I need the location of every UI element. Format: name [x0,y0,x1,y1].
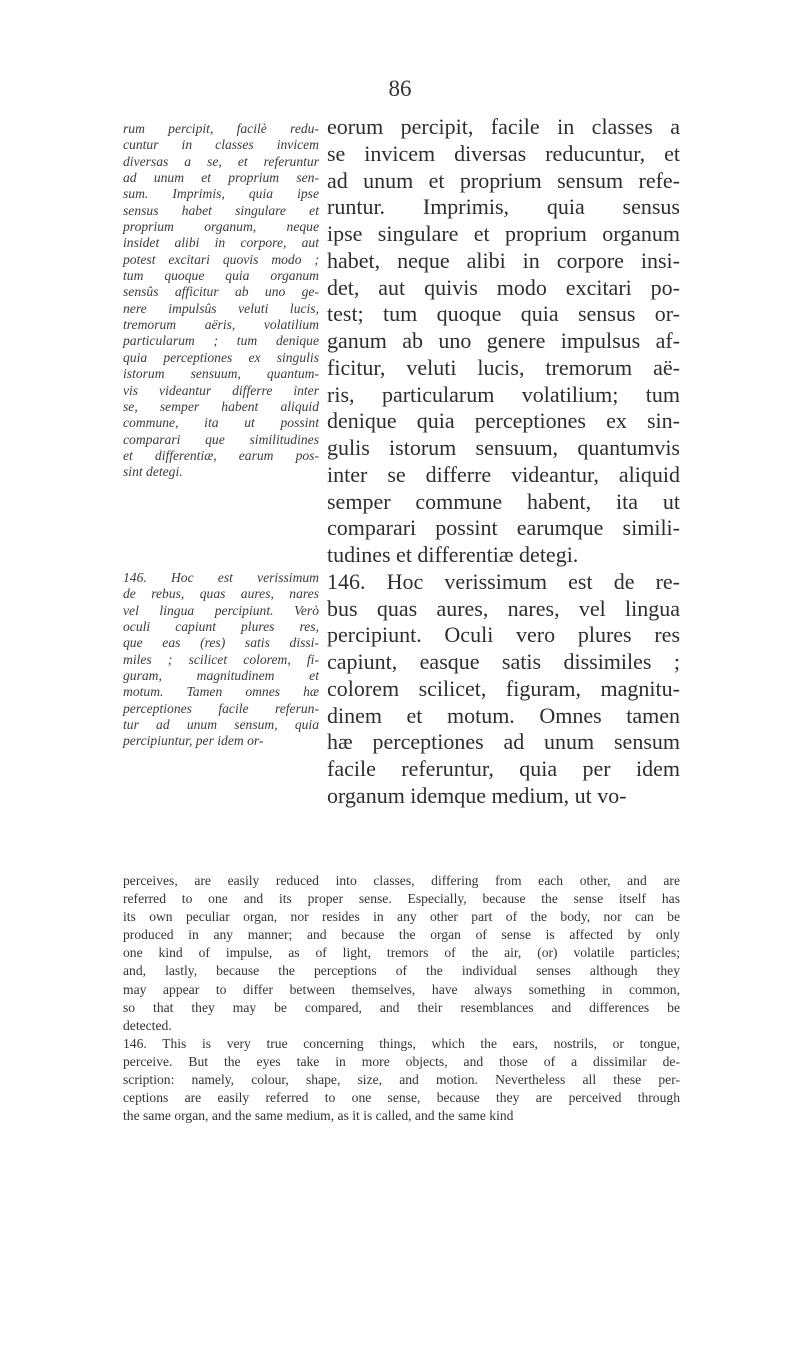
translation-line: perceives, are easily reduced into classes, differing from each other, and are [123,873,680,888]
side-note-line: nere impulsûs veluti lucis, [123,300,319,316]
translation-line: referred to one and its proper sense. Especially, because the sense itself has [123,891,680,907]
latin-line: semper commune habent, ita ut [327,488,680,514]
side-note-line: proprium organum, neque [123,219,319,235]
side-note-line: insidet alibi in corpore, aut [123,235,319,251]
side-note-line: guram, magnitudinem et [123,668,319,684]
side-note-line: sint detegi. [123,464,183,480]
latin-line: runtur. Imprimis, quia sensus [327,194,680,220]
side-note-line: de rebus, quas aures, nares [123,586,319,602]
latin-line: percipiunt. Oculi vero plures res [327,622,680,648]
translation-line: may appear to differ between themselves, have always something in common, [123,981,680,997]
latin-line: eorum percipit, facile in classes a [327,114,680,139]
translation-line: detected. [123,1017,172,1033]
latin-line: ganum ab uno genere impulsus af- [327,328,680,353]
side-note-line: tremorum aëris, volatilium [123,317,319,333]
side-note-line: potest excitari quovis modo ; [123,251,319,267]
latin-line: det, aut quivis modo excitari po- [327,274,680,300]
side-note-line: comparari que similitudines [123,431,319,447]
side-note-line: se, semper habent aliquid [123,398,319,414]
side-note-line: tur ad unum sensum, quia [123,717,319,733]
side-note-line: diversas a se, et referuntur [123,153,319,169]
latin-line: ipse singulare et proprium organum [327,221,680,246]
translation-line: its own peculiar organ, nor resides in any other part of the body, nor can be [123,909,680,925]
side-note-line: vis videantur differre inter [123,382,319,398]
side-note-line: et differentiæ, earum pos- [123,447,319,463]
latin-line: inter se differre videantur, aliquid [327,461,680,487]
side-note-line: vel lingua percipiunt. Verò [123,602,319,618]
translation-line: produced in any manner; and because the organ of sense is affected by only [123,927,680,943]
latin-line: ad unum et proprium sensum refe- [327,167,680,193]
side-note-line: sensus habet singulare et [123,202,319,218]
side-note-line: sensûs afficitur ab uno ge- [123,284,319,300]
side-note-line: que eas (res) satis dissi- [123,635,319,651]
latin-line: 146. Hoc verissimum est de re- [327,568,680,594]
latin-line: colorem scilicet, figuram, magnitu- [327,675,680,701]
latin-line: tudines et differentiæ detegi. [327,542,579,567]
side-note-line: miles ; scilicet colorem, fi- [123,651,319,667]
side-note-line: ad unum et proprium sen- [123,170,319,186]
latin-line: habet, neque alibi in corpore insi- [327,247,680,273]
page-number: 86 [388,76,412,101]
side-note-line: perceptiones facile referun- [123,700,319,716]
translation-line: so that they may be compared, and their resemblances and differences be [123,999,680,1015]
latin-line: bus quas aures, nares, vel lingua [327,595,680,621]
side-note-interlinear-2 [123,570,319,750]
latin-line: comparari possint earumque simili- [327,515,680,541]
latin-line: dinem et motum. Omnes tamen [327,702,680,728]
translation-line: one kind of impulse, as of light, tremors of the air, (or) volatile particles; [123,945,680,961]
translation-line: the same organ, and the same medium, as it is called, and the same kind [123,1108,514,1124]
latin-line: test; tum quoque quia sensus or- [327,301,680,327]
latin-line: capiunt, easque satis dissimiles ; [327,649,680,674]
translation-line: scription: namely, colour, shape, size, and motion. Nevertheless all these per- [123,1072,680,1088]
latin-line: ficitur, veluti lucis, tremorum aë- [327,354,680,380]
side-note-line: 146. Hoc est verissimum [123,570,319,585]
side-note-line: rum percipit, facilè redu- [123,121,319,136]
side-note-interlinear-1 [123,121,319,481]
side-note-line: istorum sensuum, quantum- [123,366,319,382]
translation-line: 146. This is very true concerning things, which the ears, nostrils, or tongue, [123,1035,680,1051]
translation-line: ceptions are easily referred to one sense, because they are perceived through [123,1090,680,1106]
latin-line: denique quia perceptiones ex sin- [327,408,680,434]
side-note-line: tum quoque quia organum [123,268,319,284]
side-note-line: particularum ; tum denique [123,333,319,349]
latin-line: gulis istorum sensuum, quantumvis [327,435,680,460]
latin-line: ris, particularum volatilium; tum [327,381,680,407]
latin-line: facile referuntur, quia per idem [327,756,680,781]
side-note-line: oculi capiunt plures res, [123,619,319,635]
latin-line: se invicem diversas reducuntur, et [327,140,680,166]
latin-line: hæ perceptiones ad unum sensum [327,729,680,755]
side-note-line: cuntur in classes invicem [123,137,319,153]
translation-line: perceive. But the eyes take in more objects, and those of a dissimilar de- [123,1053,680,1069]
side-note-line: commune, ita ut possint [123,415,319,431]
translation-line: and, lastly, because the perceptions of the individual senses although they [123,963,680,979]
latin-main-text [327,114,680,810]
side-note-line: percipiuntur, per idem or- [123,733,264,749]
english-translation-footnote [123,872,680,1125]
side-note-line: sum. Imprimis, quia ipse [123,186,319,202]
side-note-line: quia perceptiones ex singulis [123,349,319,365]
latin-line: organum idemque medium, ut vo- [327,782,627,808]
side-note-line: motum. Tamen omnes hæ [123,684,319,700]
